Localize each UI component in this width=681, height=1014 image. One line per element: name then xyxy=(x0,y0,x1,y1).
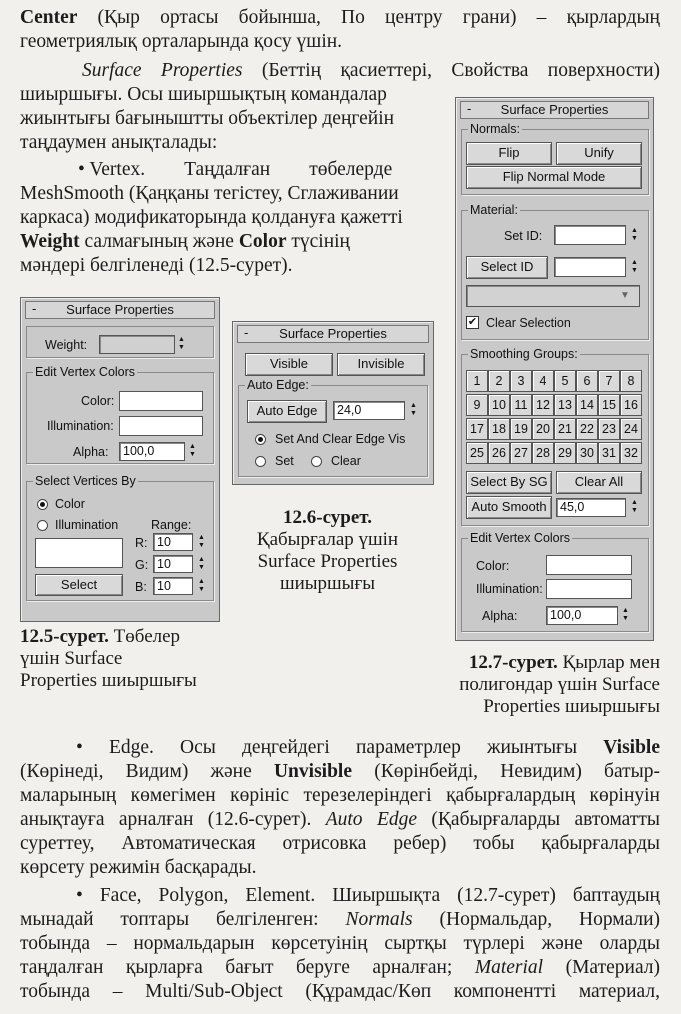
unify-button[interactable]: Unify xyxy=(556,142,642,165)
smoothing-group-button-26[interactable]: 26 xyxy=(488,442,510,464)
collapse-icon[interactable]: - xyxy=(467,101,472,116)
clear-selection-checkbox[interactable]: ✔ xyxy=(467,316,478,328)
para2-line1 xyxy=(82,59,660,83)
text: (Қыр ортасы бойынша, По центру грани) – қырлардың xyxy=(77,7,660,28)
smoothing-group-button-13[interactable]: 13 xyxy=(554,394,576,416)
clear-all-button[interactable]: Clear All xyxy=(556,471,642,494)
title-text: Surface Properties xyxy=(500,102,609,117)
caption-12-6 xyxy=(245,507,410,595)
auto-edge-button[interactable]: Auto Edge xyxy=(247,400,327,423)
radio-set-and-clear-label: Set And Clear Edge Vis xyxy=(275,432,406,446)
vertex-line3: каркаса) модификаторында қолдануға қажетті xyxy=(20,207,403,228)
vertex-line4 xyxy=(20,230,350,254)
b-label: B: xyxy=(135,580,147,594)
g-label: G: xyxy=(135,558,149,572)
panel-title[interactable] xyxy=(460,101,649,119)
panel-title[interactable] xyxy=(25,301,215,319)
text: салмағының және xyxy=(79,231,239,252)
radio-set[interactable] xyxy=(255,456,266,467)
smoothing-group-button-15[interactable]: 15 xyxy=(598,394,620,416)
range-label: Range: xyxy=(151,518,192,532)
figure-number: 12.6-сурет. xyxy=(283,507,372,528)
face-line5: тобында – Multi/Sub-Object (Құрамдас/Көп компонентті материал, xyxy=(20,981,660,1002)
edge-line4 xyxy=(20,808,660,832)
para2-line2: шиыршығы. Осы шиыршықтың командалар xyxy=(20,84,387,105)
caption-text: Қырлар мен xyxy=(557,652,660,673)
smoothing-group-button-19[interactable]: 19 xyxy=(510,418,532,440)
smoothing-group-button-30[interactable]: 30 xyxy=(576,442,598,464)
alpha-field[interactable]: 100,0 xyxy=(546,606,618,625)
caption-line: Properties шиыршығы xyxy=(483,696,660,717)
g-spinner-icon[interactable]: ▲ ▼ xyxy=(198,556,205,571)
vertex-line5: мәндері белгіленеді (12.5-сурет). xyxy=(20,255,293,276)
title-text: Surface Properties xyxy=(279,326,387,341)
caption-line: Properties шиыршығы xyxy=(20,670,197,691)
edge-line2 xyxy=(20,760,660,784)
smoothing-group-button-7[interactable]: 7 xyxy=(598,370,620,392)
term-auto-edge: Auto Edge xyxy=(325,809,418,830)
alpha-spinner-icon[interactable]: ▲ ▼ xyxy=(189,443,196,458)
caption-line: шиыршығы xyxy=(279,573,376,594)
figure-number: 12.5-сурет. xyxy=(20,626,109,647)
auto-edge-spinner-icon[interactable]: ▲ ▼ xyxy=(410,402,417,417)
g-field[interactable]: 10 xyxy=(153,555,193,573)
visible-button[interactable]: Visible xyxy=(245,353,333,376)
smoothing-group-button-24[interactable]: 24 xyxy=(620,418,642,440)
weight-label: Weight: xyxy=(45,338,88,352)
text: таңдалған қырларға бағыт беруге арналған; xyxy=(20,957,475,978)
term-center: Center xyxy=(20,7,78,28)
r-label: R: xyxy=(135,536,148,550)
radio-illumination-label: Illumination xyxy=(55,518,119,532)
caption-line: Қабырғалар үшін xyxy=(256,529,399,550)
group-label: Smoothing Groups: xyxy=(470,347,578,361)
smoothing-group-button-29[interactable]: 29 xyxy=(554,442,576,464)
text: (Нормальдар, Нормали) xyxy=(412,909,660,930)
text: (Беттің қасиеттері, Свойства поверхности) xyxy=(242,60,660,81)
select-id-spinner-icon[interactable]: ▲ ▼ xyxy=(631,259,638,274)
select-color-swatch[interactable] xyxy=(35,538,123,568)
text: мынадай топтары белгіленген: xyxy=(20,909,346,930)
text: түсінің xyxy=(286,231,350,252)
auto-smooth-spinner-icon[interactable]: ▲ ▼ xyxy=(631,499,638,514)
smoothing-group-button-27[interactable]: 27 xyxy=(510,442,532,464)
smoothing-group-button-23[interactable]: 23 xyxy=(598,418,620,440)
term-weight: Weight xyxy=(20,231,80,252)
color-swatch[interactable] xyxy=(119,391,203,411)
r-spinner-icon[interactable]: ▲ ▼ xyxy=(198,534,205,549)
face-line2 xyxy=(20,908,660,932)
surface-properties-panel-edge xyxy=(232,321,434,485)
smoothing-group-button-3[interactable]: 3 xyxy=(510,370,532,392)
smoothing-group-button-22[interactable]: 22 xyxy=(576,418,598,440)
smoothing-group-button-12[interactable]: 12 xyxy=(532,394,554,416)
edge-line3: маларының көмегімен көрініс терезелеріндегі қабырғалардың көрінуін xyxy=(20,785,660,806)
color-label: Color: xyxy=(476,559,510,573)
group-label: Edit Vertex Colors xyxy=(470,531,571,545)
radio-color-label: Color xyxy=(55,497,85,511)
alpha-label: Alpha: xyxy=(73,445,109,459)
illumination-label: Illumination: xyxy=(476,582,543,596)
surface-properties-panel-face xyxy=(455,97,654,641)
term-visible: Visible xyxy=(603,737,660,758)
smoothing-group-button-31[interactable]: 31 xyxy=(598,442,620,464)
caption-12-7 xyxy=(420,652,660,718)
smoothing-group-button-17[interactable]: 17 xyxy=(466,418,488,440)
set-id-label: Set ID: xyxy=(504,229,543,243)
group-label: Select Vertices By xyxy=(35,474,136,488)
flip-normal-mode-button[interactable]: Flip Normal Mode xyxy=(466,166,642,189)
text: (Көрінбейді, Невидим) батыр- xyxy=(352,761,660,782)
radio-clear-label: Clear xyxy=(331,454,361,468)
group-label: Auto Edge: xyxy=(247,378,309,392)
radio-color[interactable] xyxy=(37,499,48,510)
caption-12-5 xyxy=(20,626,220,692)
invisible-button[interactable]: Invisible xyxy=(337,353,425,376)
auto-smooth-button[interactable]: Auto Smooth xyxy=(466,496,552,519)
weight-field[interactable] xyxy=(99,335,175,354)
flip-button[interactable]: Flip xyxy=(466,142,552,165)
group-label: Material: xyxy=(470,203,518,217)
radio-set-label: Set xyxy=(275,454,294,468)
smoothing-group-button-2[interactable]: 2 xyxy=(488,370,510,392)
surface-properties-panel-vertex xyxy=(20,297,220,622)
term-material: Material xyxy=(474,957,544,978)
para1-line1 xyxy=(20,6,660,30)
term-surface-properties: Surface Properties xyxy=(82,60,243,81)
select-id-field[interactable] xyxy=(554,257,626,277)
radio-set-and-clear[interactable] xyxy=(255,434,266,445)
smoothing-group-button-25[interactable]: 25 xyxy=(466,442,488,464)
text: (Көрінеді, Видим) және xyxy=(20,761,274,782)
term-normals: Normals xyxy=(345,909,413,930)
smoothing-group-button-4[interactable]: 4 xyxy=(532,370,554,392)
smoothing-group-button-1[interactable]: 1 xyxy=(466,370,488,392)
caption-line: үшін Surface xyxy=(20,648,123,669)
vertex-line2: MeshSmooth (Қаңқаны тегістеу, Сглаживании xyxy=(20,183,399,204)
auto-smooth-field[interactable]: 45,0 xyxy=(556,498,626,517)
r-field[interactable]: 10 xyxy=(153,533,193,551)
edge-line5: суреттеу, Автоматическая отрисовка ребер) тобы қабырғаларды xyxy=(20,833,660,854)
alpha-field[interactable]: 100,0 xyxy=(119,442,185,461)
weight-spinner-icon[interactable]: ▲ ▼ xyxy=(178,336,185,351)
smoothing-group-button-6[interactable]: 6 xyxy=(576,370,598,392)
illumination-swatch[interactable] xyxy=(546,579,632,599)
caption-text: Төбелер xyxy=(108,626,181,647)
select-id-button[interactable]: Select ID xyxy=(466,256,548,279)
set-id-spinner-icon[interactable]: ▲ ▼ xyxy=(631,227,638,242)
illumination-swatch[interactable] xyxy=(119,416,203,436)
term-unvisible: Unvisible xyxy=(273,761,352,782)
smoothing-group-button-14[interactable]: 14 xyxy=(576,394,598,416)
text: (Қабырғаларды автоматты xyxy=(417,809,660,830)
illumination-label: Illumination: xyxy=(47,419,114,433)
smoothing-group-button-32[interactable]: 32 xyxy=(620,442,642,464)
caption-line: Surface Properties xyxy=(257,551,398,572)
smoothing-group-button-28[interactable]: 28 xyxy=(532,442,554,464)
term-color: Color xyxy=(238,231,287,252)
material-name-dropdown[interactable] xyxy=(466,285,640,307)
para1-line2: геометриялық орталарында қосу үшін. xyxy=(20,31,343,52)
radio-illumination[interactable] xyxy=(37,520,48,531)
smoothing-group-button-21[interactable]: 21 xyxy=(554,418,576,440)
smoothing-group-button-9[interactable]: 9 xyxy=(466,394,488,416)
edge-line6: көрсету режимін басқарады. xyxy=(20,857,257,878)
edge-line1 xyxy=(76,736,660,760)
figure-number: 12.7-сурет. xyxy=(468,652,558,673)
para2-line4: таңдаумен анықталады: xyxy=(20,132,218,153)
smoothing-group-button-5[interactable]: 5 xyxy=(554,370,576,392)
color-label: Color: xyxy=(81,394,115,408)
smoothing-group-button-18[interactable]: 18 xyxy=(488,418,510,440)
collapse-icon[interactable]: - xyxy=(32,301,37,316)
group-label: Normals: xyxy=(470,122,521,136)
title-text: Surface Properties xyxy=(66,302,174,317)
smoothing-group-button-20[interactable]: 20 xyxy=(532,418,554,440)
b-spinner-icon[interactable]: ▲ ▼ xyxy=(198,578,205,593)
set-id-field[interactable] xyxy=(554,225,626,245)
smoothing-group-button-8[interactable]: 8 xyxy=(620,370,642,392)
auto-edge-threshold-field[interactable]: 24,0 xyxy=(333,401,405,420)
select-button[interactable]: Select xyxy=(35,574,123,596)
group-label: Edit Vertex Colors xyxy=(35,365,136,379)
vertex-line1: • Vertex. Таңдалған төбелерде xyxy=(78,159,393,180)
smoothing-group-button-10[interactable]: 10 xyxy=(488,394,510,416)
chevron-down-icon[interactable]: ▼ xyxy=(620,290,630,301)
face-line1: • Face, Polygon, Element. Шиыршықта (12.7-сурет) баптаудың xyxy=(76,885,660,906)
select-by-sg-button[interactable]: Select By SG xyxy=(466,471,552,494)
alpha-label: Alpha: xyxy=(482,609,518,623)
face-line4 xyxy=(20,956,660,980)
text: анықтауға арналған (12.6-сурет). xyxy=(20,809,326,830)
face-line3: тобында – нормальдарын көрсетуінің сыртқы түрлері және оларды xyxy=(20,933,660,954)
color-swatch[interactable] xyxy=(546,555,632,575)
text: • Edge. Осы деңгейдегі параметрлер жиынтығы xyxy=(76,737,604,758)
panel-title[interactable] xyxy=(237,325,429,343)
collapse-icon[interactable]: - xyxy=(244,325,249,340)
smoothing-group-button-16[interactable]: 16 xyxy=(620,394,642,416)
caption-line: полигондар үшін Surface xyxy=(459,674,660,695)
alpha-spinner-icon[interactable]: ▲ ▼ xyxy=(622,607,629,622)
radio-clear[interactable] xyxy=(311,456,322,467)
text: (Материал) xyxy=(543,957,660,978)
clear-selection-label: Clear Selection xyxy=(486,316,571,330)
smoothing-group-button-11[interactable]: 11 xyxy=(510,394,532,416)
para2-line3: жиынтығы бағыныштты объектілер деңгейін xyxy=(20,108,395,129)
b-field[interactable]: 10 xyxy=(153,577,193,595)
